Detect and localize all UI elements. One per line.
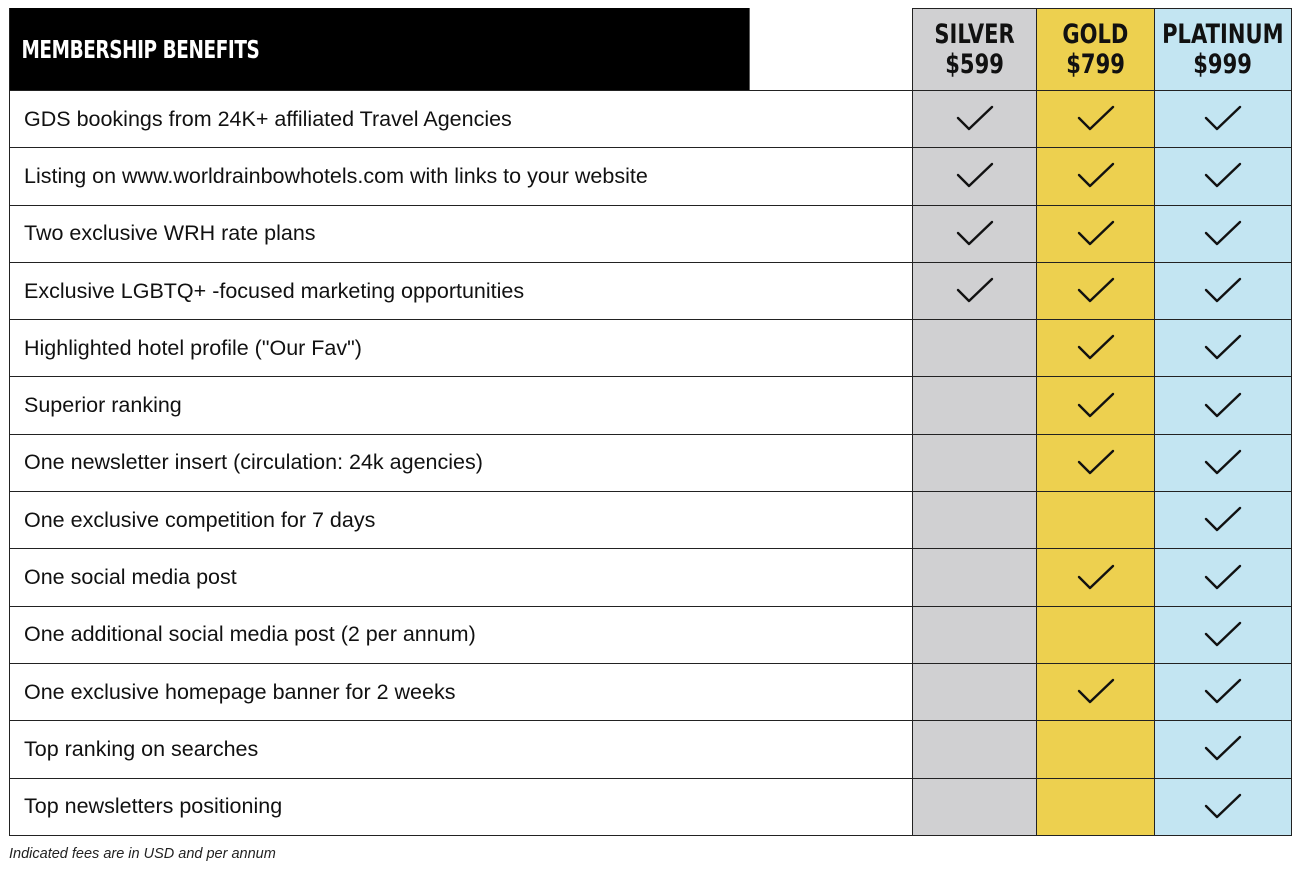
benefit-label: GDS bookings from 24K+ affiliated Travel Agencies: [10, 91, 912, 147]
cell-platinum: [1154, 377, 1292, 433]
check-icon: [1203, 505, 1243, 535]
check-icon: [1203, 276, 1243, 306]
tier-name-platinum: PLATINUM: [1162, 18, 1284, 50]
cell-gold: [1036, 607, 1154, 663]
benefit-label: One additional social media post (2 per annum): [10, 607, 912, 663]
footnote: Indicated fees are in USD and per annum: [9, 846, 276, 862]
benefit-label: Two exclusive WRH rate plans: [10, 206, 912, 262]
cell-gold: [1036, 435, 1154, 491]
check-icon: [1203, 391, 1243, 421]
cell-gold: [1036, 206, 1154, 262]
cell-platinum: [1154, 779, 1292, 835]
cell-gold: [1036, 263, 1154, 319]
benefits-table: [9, 8, 1292, 836]
cell-platinum: [1154, 148, 1292, 204]
tier-name-silver: SILVER: [934, 18, 1015, 50]
check-icon: [1076, 677, 1116, 707]
cell-silver: [912, 320, 1036, 376]
cell-silver: [912, 492, 1036, 548]
cell-platinum: [1154, 263, 1292, 319]
cell-platinum: [1154, 320, 1292, 376]
benefit-label: One social media post: [10, 549, 912, 605]
tier-price-gold: $799: [1066, 48, 1125, 80]
benefit-label: One exclusive homepage banner for 2 weeks: [10, 664, 912, 720]
tier-price-platinum: $999: [1193, 48, 1253, 80]
cell-silver: [912, 435, 1036, 491]
cell-silver: [912, 779, 1036, 835]
table-row: [10, 548, 1292, 605]
check-icon: [1076, 391, 1116, 421]
cell-gold: [1036, 492, 1154, 548]
benefit-label: Superior ranking: [10, 377, 912, 433]
tier-name-gold: GOLD: [1062, 18, 1129, 50]
check-icon: [1203, 792, 1243, 822]
check-icon: [1076, 104, 1116, 134]
cell-platinum: [1154, 206, 1292, 262]
benefit-label: Exclusive LGBTQ+ -focused marketing opportunities: [10, 263, 912, 319]
table-header: [10, 8, 1292, 90]
table-row: [10, 376, 1292, 433]
benefit-label: One exclusive competition for 7 days: [10, 492, 912, 548]
cell-silver: [912, 377, 1036, 433]
tier-price-silver: $599: [945, 48, 1004, 80]
check-icon: [955, 276, 995, 306]
check-icon: [1203, 563, 1243, 593]
check-icon: [1203, 219, 1243, 249]
cell-gold: [1036, 549, 1154, 605]
check-icon: [1203, 734, 1243, 764]
cell-platinum: [1154, 492, 1292, 548]
cell-gold: [1036, 148, 1154, 204]
check-icon: [1203, 161, 1243, 191]
check-icon: [955, 104, 995, 134]
check-icon: [1203, 677, 1243, 707]
table-row: [10, 90, 1292, 147]
table-title: [10, 8, 750, 90]
cell-silver: [912, 607, 1036, 663]
cell-gold: [1036, 320, 1154, 376]
table-row: [10, 778, 1292, 835]
cell-platinum: [1154, 607, 1292, 663]
table-row: [10, 720, 1292, 777]
benefit-label: One newsletter insert (circulation: 24k agencies): [10, 435, 912, 491]
tier-header-silver: [912, 8, 1036, 90]
table-title-text: MEMBERSHIP BENEFITS: [21, 34, 260, 64]
cell-platinum: [1154, 549, 1292, 605]
cell-silver: [912, 721, 1036, 777]
table-row: [10, 434, 1292, 491]
cell-platinum: [1154, 721, 1292, 777]
table-row: [10, 606, 1292, 663]
table-row: [10, 262, 1292, 319]
check-icon: [1203, 333, 1243, 363]
cell-gold: [1036, 91, 1154, 147]
check-icon: [1076, 219, 1116, 249]
check-icon: [1076, 333, 1116, 363]
table-row: [10, 491, 1292, 548]
check-icon: [955, 161, 995, 191]
cell-silver: [912, 148, 1036, 204]
cell-silver: [912, 91, 1036, 147]
cell-platinum: [1154, 91, 1292, 147]
table-row: [10, 147, 1292, 204]
cell-platinum: [1154, 664, 1292, 720]
cell-gold: [1036, 779, 1154, 835]
tier-header-platinum: [1154, 8, 1292, 90]
cell-silver: [912, 664, 1036, 720]
benefit-label: Listing on www.worldrainbowhotels.com with links to your website: [10, 148, 912, 204]
check-icon: [1076, 563, 1116, 593]
tier-header-gold: [1036, 8, 1154, 90]
check-icon: [1203, 448, 1243, 478]
check-icon: [955, 219, 995, 249]
check-icon: [1076, 161, 1116, 191]
table-row: [10, 205, 1292, 262]
cell-silver: [912, 263, 1036, 319]
cell-silver: [912, 549, 1036, 605]
check-icon: [1076, 448, 1116, 478]
benefit-label: Highlighted hotel profile ("Our Fav"): [10, 320, 912, 376]
check-icon: [1203, 620, 1243, 650]
cell-gold: [1036, 664, 1154, 720]
cell-platinum: [1154, 435, 1292, 491]
table-body: [10, 90, 1292, 835]
check-icon: [1076, 276, 1116, 306]
table-row: [10, 319, 1292, 376]
benefit-label: Top newsletters positioning: [10, 779, 912, 835]
cell-gold: [1036, 721, 1154, 777]
check-icon: [1203, 104, 1243, 134]
benefit-label: Top ranking on searches: [10, 721, 912, 777]
cell-gold: [1036, 377, 1154, 433]
cell-silver: [912, 206, 1036, 262]
table-row: [10, 663, 1292, 720]
